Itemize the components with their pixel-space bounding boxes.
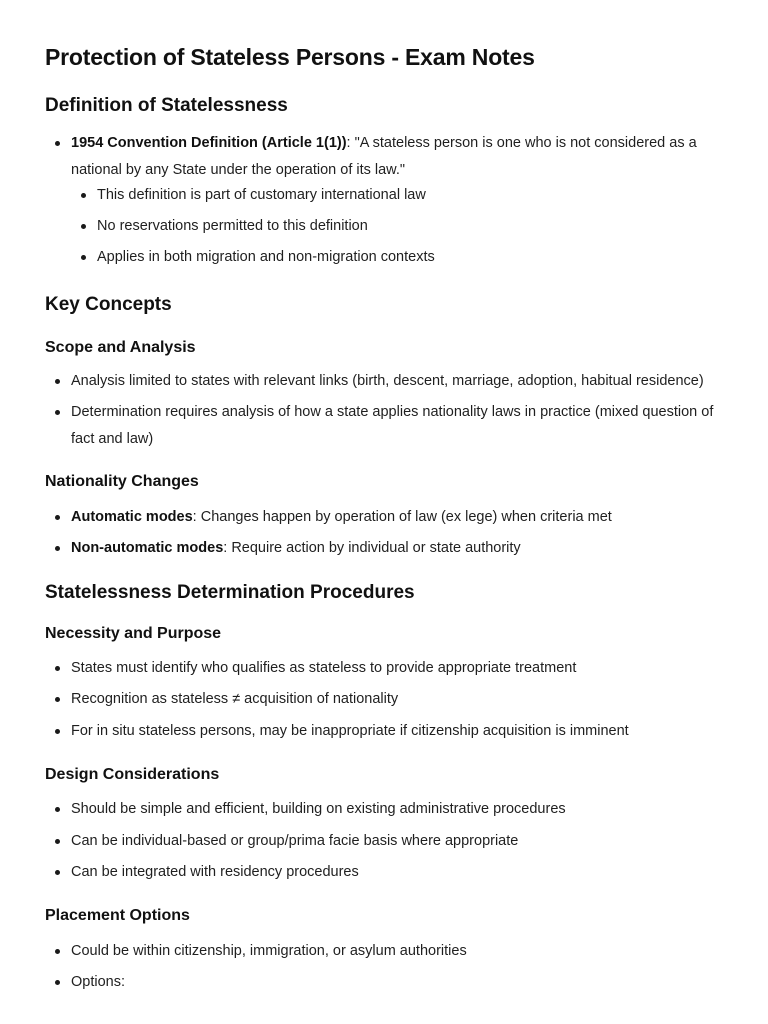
list-item: Determination requires analysis of how a state applies nationality laws in practice (mixed question of fact and law) — [71, 399, 731, 453]
page-title: Protection of Stateless Persons - Exam Notes — [45, 44, 535, 70]
list-item: Could be within citizenship, immigration, or asylum authorities — [71, 938, 731, 965]
sub-list-item: This definition is part of customary international law — [97, 182, 727, 209]
definition-text: : "A stateless person is one who is not considered as a national by any State under the operation of its law." — [71, 135, 697, 178]
list-item: Can be integrated with residency procedures — [71, 859, 731, 886]
list-item: Should be simple and efficient, building on existing administrative procedures — [71, 796, 731, 823]
list-item: Analysis limited to states with relevant links (birth, descent, marriage, adoption, habitual residence) — [71, 368, 731, 395]
list-item: Can be individual-based or group/prima facie basis where appropriate — [71, 828, 731, 855]
definition-label: 1954 Convention Definition (Article 1(1)) — [71, 135, 347, 151]
list-item: States must identify who qualifies as stateless to provide appropriate treatment — [71, 655, 731, 682]
section-heading-procedures: Statelessness Determination Procedures — [45, 582, 415, 603]
item-text: : Changes happen by operation of law (ex lege) when criteria met — [192, 509, 612, 525]
list-item — [71, 504, 731, 531]
item-text: : Require action by individual or state authority — [223, 540, 521, 556]
list-item — [71, 535, 731, 562]
item-label: Automatic modes — [71, 509, 193, 525]
subsection-heading-design: Design Considerations — [45, 766, 220, 783]
sub-list-item: Applies in both migration and non-migration contexts — [97, 244, 727, 271]
list-item — [71, 130, 731, 184]
subsection-heading-placement: Placement Options — [45, 907, 190, 924]
subsection-heading-scope: Scope and Analysis — [45, 339, 196, 356]
section-heading-definition: Definition of Statelessness — [45, 95, 288, 116]
list-item: For in situ stateless persons, may be inappropriate if citizenship acquisition is imminent — [71, 718, 731, 745]
subsection-heading-necessity: Necessity and Purpose — [45, 625, 222, 642]
section-heading-key-concepts: Key Concepts — [45, 294, 172, 315]
list-item: Options: — [71, 969, 731, 996]
subsection-heading-nationality-changes: Nationality Changes — [45, 473, 199, 490]
item-label: Non-automatic modes — [71, 540, 224, 556]
sub-list-item: No reservations permitted to this definition — [97, 213, 727, 240]
list-item: Recognition as stateless ≠ acquisition of nationality — [71, 686, 731, 713]
